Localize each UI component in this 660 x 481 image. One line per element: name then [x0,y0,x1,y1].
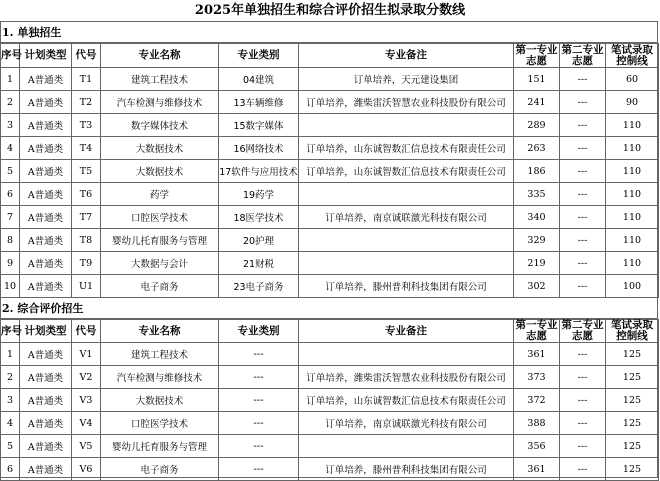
col-control-line: 125 [606,343,659,366]
col-major-name: 药学 [101,183,219,206]
col-major-name: 大数据技术 [101,137,219,160]
col-major-remark: 订单培养，滕州普利科技集团有限公司 [299,458,514,481]
col-major-name: 大数据技术 [101,389,219,412]
col-code: V1 [72,343,101,366]
col-major-remark: 订单培养，山东诚智数汇信息技术有限责任公司 [299,137,514,160]
header-major-category: 专业类别 [219,44,299,68]
col-first-choice: 361 [514,343,560,366]
col-plan-type: A普通类 [20,183,72,206]
header-major-remark: 专业备注 [299,44,514,68]
col-second-choice: --- [560,252,606,275]
section-heading-single-admission: 1. 单独招生 [2,26,62,39]
header-code: 代号 [72,320,101,343]
col-first-choice: 361 [514,458,560,481]
col-major-remark: 订单培养，山东诚智数汇信息技术有限责任公司 [299,389,514,412]
col-code: T7 [72,206,101,229]
table-row [1,458,659,481]
col-control-line: 125 [606,435,659,458]
header-second-choice: 第二专业志愿 [561,43,604,67]
col-major-category: 13车辆维修 [219,91,299,114]
col-first-choice: 219 [514,252,560,275]
col-major-name: 数字媒体技术 [101,114,219,137]
col-first-choice: 356 [514,435,560,458]
header-first-choice: 第一专业志愿 [515,319,558,342]
col-second-choice: --- [560,160,606,183]
col-control-line: 110 [606,160,659,183]
col-major-category: 16网络技术 [219,137,299,160]
col-second-choice: --- [560,275,606,298]
col-major-remark [299,343,514,366]
col-index: 2 [1,91,20,114]
col-control-line: 110 [606,252,659,275]
header-major-name: 专业名称 [101,320,219,343]
single-admission-table [0,43,659,298]
col-major-name: 电子商务 [101,458,219,481]
col-major-remark [299,229,514,252]
col-major-category: 19药学 [219,183,299,206]
header-second-choice: 第二专业志愿 [561,319,604,342]
col-plan-type: A普通类 [20,458,72,481]
table-row [1,343,659,366]
col-code: V3 [72,389,101,412]
col-major-name: 电子商务 [101,275,219,298]
col-first-choice: 340 [514,206,560,229]
col-major-name: 汽车检测与维修技术 [101,366,219,389]
col-first-choice: 329 [514,229,560,252]
table-row [1,183,659,206]
col-major-category: --- [219,412,299,435]
col-control-line: 110 [606,114,659,137]
col-code: V4 [72,412,101,435]
col-code: T8 [72,229,101,252]
col-control-line: 125 [606,389,659,412]
table-row [1,435,659,458]
col-control-line: 60 [606,68,659,91]
col-plan-type: A普通类 [20,412,72,435]
col-major-name: 建筑工程技术 [101,68,219,91]
col-major-category: 17软件与应用技术 [219,160,299,183]
table-row [1,366,659,389]
col-plan-type: A普通类 [20,343,72,366]
header-index: 序号 [1,44,20,68]
comprehensive-evaluation-table [0,319,659,481]
document-title: 2025年单独招生和综合评价招生拟录取分数线 [194,3,466,18]
col-major-category: 23电子商务 [219,275,299,298]
col-major-remark [299,183,514,206]
table-row [1,252,659,275]
col-control-line: 110 [606,206,659,229]
col-first-choice: 289 [514,114,560,137]
col-index: 7 [1,206,20,229]
col-major-remark [299,252,514,275]
header-plan-type: 计划类型 [20,320,72,343]
table-row [1,91,659,114]
col-control-line: 90 [606,91,659,114]
col-index: 4 [1,137,20,160]
header-control-line: 笔试录取控制线 [606,44,659,68]
table-row [1,412,659,435]
col-code: T5 [72,160,101,183]
col-second-choice: --- [560,68,606,91]
col-second-choice: --- [560,137,606,160]
col-major-category: --- [219,435,299,458]
col-code: V6 [72,458,101,481]
col-first-choice: 302 [514,275,560,298]
col-plan-type: A普通类 [20,68,72,91]
col-major-remark: 订单培养，潍柴雷沃智慧农业科技股份有限公司 [299,366,514,389]
col-control-line: 125 [606,412,659,435]
col-control-line: 110 [606,183,659,206]
col-plan-type: A普通类 [20,160,72,183]
header-index: 序号 [1,320,20,343]
col-major-category: 04建筑 [219,68,299,91]
col-first-choice: 372 [514,389,560,412]
table-row [1,68,659,91]
table-row [1,389,659,412]
col-second-choice: --- [560,229,606,252]
col-major-name: 汽车检测与维修技术 [101,91,219,114]
col-major-category: --- [219,343,299,366]
col-major-remark: 订单培养，山东诚智数汇信息技术有限责任公司 [299,160,514,183]
col-index: 9 [1,252,20,275]
col-second-choice: --- [560,183,606,206]
table-row [1,114,659,137]
col-plan-type: A普通类 [20,91,72,114]
col-index: 2 [1,366,20,389]
col-plan-type: A普通类 [20,137,72,160]
table-row [1,275,659,298]
col-code: V2 [72,366,101,389]
col-major-category: 18医学技术 [219,206,299,229]
col-major-remark: 订单培养，南京诚联激光科技有限公司 [299,206,514,229]
header-first-choice: 第一专业志愿 [515,43,558,67]
col-index: 5 [1,435,20,458]
col-second-choice: --- [560,458,606,481]
col-first-choice: 263 [514,137,560,160]
col-first-choice: 388 [514,412,560,435]
col-second-choice: --- [560,91,606,114]
table-row [1,206,659,229]
col-major-name: 婴幼儿托育服务与管理 [101,435,219,458]
col-first-choice: 151 [514,68,560,91]
header-control-line: 笔试录取控制线 [606,320,659,343]
col-major-name: 口腔医学技术 [101,412,219,435]
col-code: T1 [72,68,101,91]
table-row [1,137,659,160]
col-plan-type: A普通类 [20,366,72,389]
col-plan-type: A普通类 [20,114,72,137]
col-plan-type: A普通类 [20,206,72,229]
col-major-category: --- [219,366,299,389]
col-index: 1 [1,68,20,91]
col-first-choice: 241 [514,91,560,114]
col-major-remark [299,114,514,137]
col-control-line: 110 [606,229,659,252]
col-code: U1 [72,275,101,298]
col-plan-type: A普通类 [20,389,72,412]
col-major-category: --- [219,458,299,481]
col-major-category: 20护理 [219,229,299,252]
header-major-name: 专业名称 [101,44,219,68]
col-major-name: 大数据与会计 [101,252,219,275]
col-second-choice: --- [560,435,606,458]
col-code: T2 [72,91,101,114]
table-header-row [1,44,659,68]
col-second-choice: --- [560,366,606,389]
col-code: T6 [72,183,101,206]
col-second-choice: --- [560,114,606,137]
header-major-remark: 专业备注 [299,320,514,343]
col-major-name: 大数据技术 [101,160,219,183]
col-major-category: --- [219,389,299,412]
col-major-category: 21财税 [219,252,299,275]
col-index: 8 [1,229,20,252]
table-row [1,229,659,252]
header-code: 代号 [72,44,101,68]
col-second-choice: --- [560,389,606,412]
col-plan-type: A普通类 [20,435,72,458]
col-index: 6 [1,458,20,481]
table-row [1,160,659,183]
col-code: T4 [72,137,101,160]
col-index: 10 [1,275,20,298]
header-plan-type: 计划类型 [20,44,72,68]
col-second-choice: --- [560,206,606,229]
col-control-line: 125 [606,458,659,481]
col-index: 1 [1,343,20,366]
col-major-category: 15数字媒体 [219,114,299,137]
section-heading-comprehensive-evaluation: 2. 综合评价招生 [2,302,84,315]
header-major-category: 专业类别 [219,320,299,343]
col-index: 4 [1,412,20,435]
col-code: T3 [72,114,101,137]
col-plan-type: A普通类 [20,252,72,275]
col-major-name: 婴幼儿托育服务与管理 [101,229,219,252]
col-major-remark: 订单培养，滕州普利科技集团有限公司 [299,275,514,298]
table-header-row [1,320,659,343]
col-plan-type: A普通类 [20,275,72,298]
col-first-choice: 373 [514,366,560,389]
col-major-remark [299,435,514,458]
col-control-line: 100 [606,275,659,298]
col-index: 6 [1,183,20,206]
col-major-remark: 订单培养，潍柴雷沃智慧农业科技股份有限公司 [299,91,514,114]
col-index: 3 [1,389,20,412]
col-major-remark: 订单培养，天元建设集团 [299,68,514,91]
col-code: T9 [72,252,101,275]
col-major-name: 口腔医学技术 [101,206,219,229]
col-major-remark: 订单培养，南京诚联激光科技有限公司 [299,412,514,435]
col-control-line: 125 [606,366,659,389]
col-major-name: 建筑工程技术 [101,343,219,366]
col-code: V5 [72,435,101,458]
col-second-choice: --- [560,343,606,366]
col-index: 3 [1,114,20,137]
col-first-choice: 186 [514,160,560,183]
col-second-choice: --- [560,412,606,435]
col-plan-type: A普通类 [20,229,72,252]
col-index: 5 [1,160,20,183]
col-first-choice: 335 [514,183,560,206]
col-control-line: 110 [606,137,659,160]
